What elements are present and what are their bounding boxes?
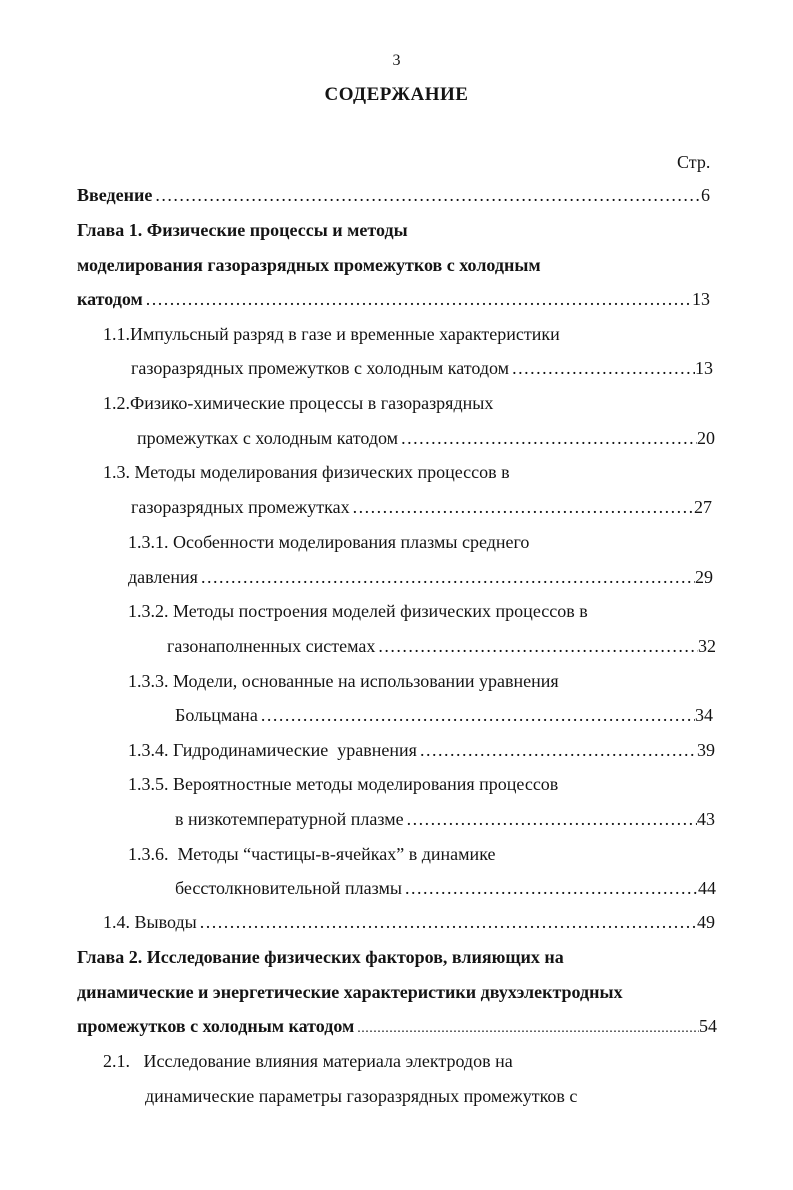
dot-leader <box>143 288 692 310</box>
dot-leader <box>198 566 695 588</box>
toc-entry-title: газоразрядных промежутков с холодным катодом <box>131 358 510 378</box>
dot-leader <box>152 184 701 206</box>
toc-subsection-1-3-5-last <box>175 808 715 830</box>
toc-section-1-3-last <box>131 496 712 518</box>
toc-page-number: 32 <box>698 636 716 656</box>
toc-entry-title: промежутках с холодным катодом <box>137 428 399 448</box>
toc-subsection-1-3-1-line-1: 1.3.1. Особенности моделирования плазмы среднего <box>128 532 530 552</box>
toc-entry-title: давления <box>128 567 198 587</box>
toc-section-1-2-line-1: 1.2.Физико-химические процессы в газоразрядных <box>103 393 494 413</box>
toc-entry-title: бесстолкновительной плазмы <box>175 878 402 898</box>
dot-leader <box>350 496 694 518</box>
toc-entry-title: 1.4. Выводы <box>103 912 197 932</box>
toc-page-number: 44 <box>698 878 716 898</box>
toc-entry-title: газонаполненных системах <box>167 636 376 656</box>
toc-subsection-1-3-2-line-1: 1.3.2. Методы построения моделей физических процессов в <box>128 601 588 621</box>
page-number: 3 <box>392 52 401 69</box>
toc-page-number: 20 <box>697 428 715 448</box>
page-title: СОДЕРЖАНИЕ <box>324 84 469 105</box>
toc-subsection-1-3-4 <box>128 739 715 761</box>
toc-section-1-1-last <box>131 357 713 379</box>
toc-subsection-1-3-6-last <box>175 877 716 899</box>
toc-entry-intro <box>77 184 710 206</box>
toc-entry-title: Больцмана <box>175 705 258 725</box>
toc-page-number: 43 <box>697 809 715 829</box>
toc-section-1-4 <box>103 911 715 933</box>
toc-chapter-2-line-2: динамические и энергетические характеристики двухэлектродных <box>77 982 623 1002</box>
page-column-label: Стр. <box>677 152 711 172</box>
toc-page-number: 13 <box>692 289 710 309</box>
dot-leader <box>398 427 697 449</box>
toc-chapter-1-last <box>77 288 710 310</box>
toc-page-number: 27 <box>694 497 712 517</box>
dot-leader <box>258 704 695 726</box>
toc-page-number: 29 <box>695 567 713 587</box>
dot-leader <box>402 877 698 899</box>
toc-page-number: 6 <box>701 185 710 205</box>
toc-page-number: 13 <box>695 358 713 378</box>
dot-leader <box>404 808 697 830</box>
toc-section-1-1-line-1: 1.1.Импульсный разряд в газе и временные характеристики <box>103 324 560 344</box>
dot-leader <box>509 357 695 379</box>
toc-entry-title: газоразрядных промежутках <box>131 497 350 517</box>
toc-entry-title: промежутков с холодным катодом <box>77 1016 355 1036</box>
toc-subsection-1-3-3-last <box>175 704 713 726</box>
toc-chapter-1-line-2: моделирования газоразрядных промежутков с холодным <box>77 255 541 275</box>
toc-subsection-1-3-6-line-1: 1.3.6. Методы “частицы-в-ячейках” в динамике <box>128 844 496 864</box>
dot-leader <box>417 739 697 761</box>
dot-leader <box>375 635 698 657</box>
toc-subsection-1-3-5-line-1: 1.3.5. Вероятностные методы моделирования процессов <box>128 774 559 794</box>
toc-chapter-2-line-1: Глава 2. Исследование физических факторов, влияющих на <box>77 947 564 967</box>
toc-page-number: 34 <box>695 705 713 725</box>
toc-page-number: 39 <box>697 740 715 760</box>
toc-entry-title: 1.3.4. Гидродинамические уравнения <box>128 740 417 760</box>
dot-leader <box>354 1018 699 1040</box>
toc-chapter-1-line-1: Глава 1. Физические процессы и методы <box>77 220 408 240</box>
toc-section-2-1-line-2: динамические параметры газоразрядных промежутков с <box>145 1086 578 1106</box>
toc-section-2-1-line-1: 2.1. Исследование влияния материала электродов на <box>103 1051 513 1071</box>
toc-section-1-2-last <box>137 427 715 449</box>
dot-leader <box>197 911 697 933</box>
toc-subsection-1-3-1-last <box>128 566 713 588</box>
toc-subsection-1-3-2-last <box>167 635 716 657</box>
toc-section-1-3-line-1: 1.3. Методы моделирования физических процессов в <box>103 462 510 482</box>
toc-entry-title: Введение <box>77 185 153 205</box>
toc-entry-title: в низкотемпературной плазме <box>175 809 404 829</box>
toc-subsection-1-3-3-line-1: 1.3.3. Модели, основанные на использовании уравнения <box>128 671 559 691</box>
toc-page-number: 54 <box>699 1016 717 1036</box>
toc-chapter-2-last <box>77 1015 717 1040</box>
toc-entry-title: катодом <box>77 289 143 309</box>
toc-page-number: 49 <box>697 912 715 932</box>
